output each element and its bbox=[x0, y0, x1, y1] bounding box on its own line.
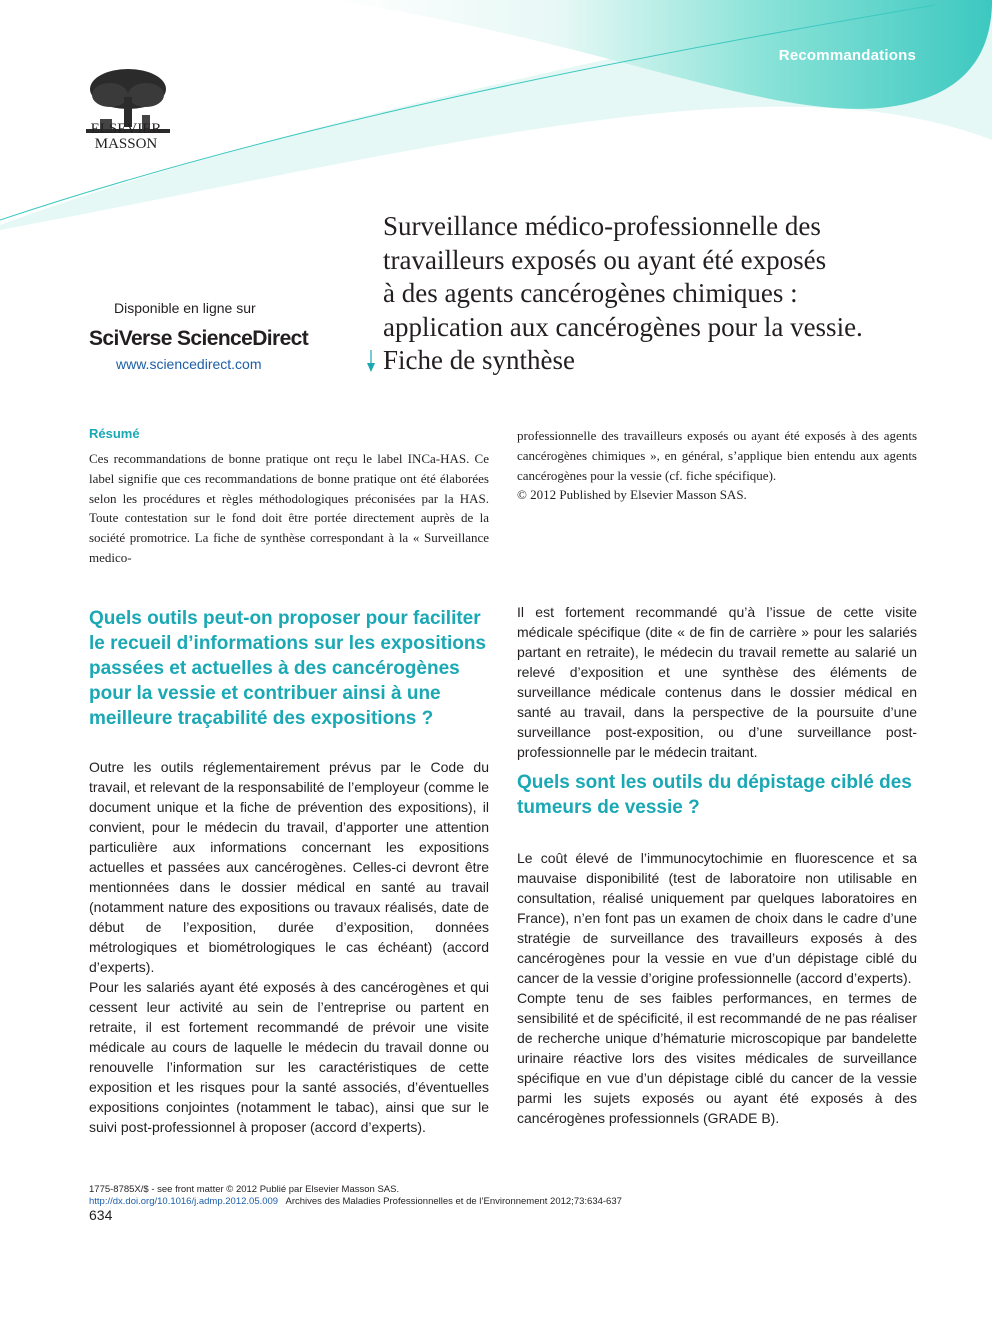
body-paragraph: Le coût élevé de l’immunocytochimie en fluorescence et sa mauvaise disponibilité (test de laboratoire non utilisable en consultation, réalisé uniquement par quelques laboratoires en France), n’en font pas un examen de choix dans le cadre d’une stratégie de surveillance des travailleurs exposés à des cancérogènes pour la vessie en vue d’un dépistage ciblé du cancer de la vessie d’origine professionnelle (accord d’experts). bbox=[517, 850, 917, 986]
body-column-left bbox=[89, 606, 489, 1137]
footer-reference-line bbox=[89, 1196, 622, 1207]
publisher-wordmark bbox=[80, 122, 172, 152]
title-line: Surveillance médico-professionnelle des bbox=[383, 211, 821, 241]
publisher-line1: ELSEVIER bbox=[90, 121, 162, 137]
article-title bbox=[383, 210, 943, 378]
section-heading-tracability: Quels outils peut-on proposer pour faciliter le recueil d’informations sur les expositions passées et actuelles à des cancérogènes pour la vessie et contribuer ainsi à une meilleure traçabilité des expositions ? bbox=[89, 608, 486, 729]
body-paragraph: Outre les outils réglementairement prévus par le Code du travail, et relevant de la responsabilité de l’employeur (comme le document unique et la fiche de prévention des expositions), il convient, pour le médecin du travail, d’apporter une attention particulière aux informations concernant les expositions actuelles et passées aux cancérogènes. Celles-ci devront être mentionnées dans le dossier médical en santé au travail (notamment nature des expositions ou travaux réalisés, date de début de l’exposition, durée d’exposition, données métrologiques et biométrologiques le cas échéant) (accord d’experts). bbox=[89, 759, 489, 975]
body-paragraph: Il est fortement recommandé qu’à l’issue de cette visite médicale spécifique (dite « de fin de carrière » pour les salariés partant en retraite), le médecin du travail remette au salarié un relevé d’exposition et une synthèse des éléments de surveillance médicale contenus dans le dossier médical en santé au travail, dans la perspective de la poursuite d’une surveillance post-exposition, ou d’une surveillance post-professionnelle par le médecin traitant. bbox=[517, 604, 917, 760]
abstract-column-right bbox=[517, 426, 917, 505]
title-line: travailleurs exposés ou ayant été exposés bbox=[383, 244, 827, 275]
online-availability-label: Disponible en ligne sur bbox=[114, 300, 256, 316]
abstract-text-left: Ces recommandations de bonne pratique ont reçu le label INCa-HAS. Ce label signifie que ces recommandations de bonne pratique ont été élaborées selon les procédures et règles méthodologiques préconisées par la HAS. Toute contestation sur le fond doit être portée directement auprès de la société promotrice. La fiche de synthèse correspondant à la « Surveillance medico- bbox=[89, 451, 489, 565]
page-number: 634 bbox=[89, 1207, 113, 1223]
sciverse-sciencedirect-logo: SciVerse ScienceDirect bbox=[89, 327, 309, 350]
title-line: Fiche de synthèse bbox=[383, 345, 575, 375]
abstract-heading: Résumé bbox=[89, 426, 140, 441]
doi-link[interactable]: http://dx.doi.org/10.1016/j.admp.2012.05.009 bbox=[89, 1196, 279, 1207]
section-heading-screening: Quels sont les outils du dépistage ciblé des tumeurs de vessie ? bbox=[517, 772, 912, 818]
abstract-text-right: professionnelle des travailleurs exposés ou ayant été exposés à des agents cancérogènes chimiques », en général, s’applique bien entendu aux agents cancérogènes pour la vessie (cf. fiche spécifique). bbox=[517, 428, 917, 483]
body-paragraph: Compte tenu de ses faibles performances, en termes de sensibilité et de spécificité, il est recommandé de ne pas réaliser de recherche unique d’hématurie microscopique par bandelette urinaire réactive lors des visites médicales de surveillance spécifique en vue d’un dépistage ciblé du cancer de la vessie parmi les sujets exposés ou ayant été exposés à des cancérogènes professionnels (GRADE B). bbox=[517, 990, 917, 1126]
publisher-line2: MASSON bbox=[94, 136, 158, 152]
sciencedirect-link[interactable]: www.sciencedirect.com bbox=[116, 356, 262, 372]
title-arrow-icon bbox=[366, 350, 376, 372]
section-label: Recommandations bbox=[778, 47, 916, 64]
body-paragraph: Pour les salariés ayant été exposés à des cancérogènes et qui cessent leur activité au sein de l’entreprise ou partent en retraite, il est fortement recommandé de prévoir une visite médicale au cours de laquelle le médecin du travail donne ou renouvelle l’information sur les caractéristiques de cette exposition et les risques pour la santé associés, d’éventuelles expositions conjointes (notamment le tabac), ainsi que sur le suivi post-professionnel à proposer (accord d’experts). bbox=[89, 979, 489, 1135]
body-column-right bbox=[517, 602, 917, 1128]
journal-reference: Archives des Maladies Professionnelles et de l’Environnement 2012;73:634-637 bbox=[285, 1196, 622, 1207]
title-line: application aux cancérogènes pour la vessie. bbox=[383, 311, 863, 342]
title-line: à des agents cancérogènes chimiques : bbox=[383, 278, 798, 308]
abstract-copyright: © 2012 Published by Elsevier Masson SAS. bbox=[517, 487, 747, 503]
footer-issn: 1775-8785X/$ - see front matter © 2012 Publié par Elsevier Masson SAS. bbox=[89, 1184, 400, 1195]
